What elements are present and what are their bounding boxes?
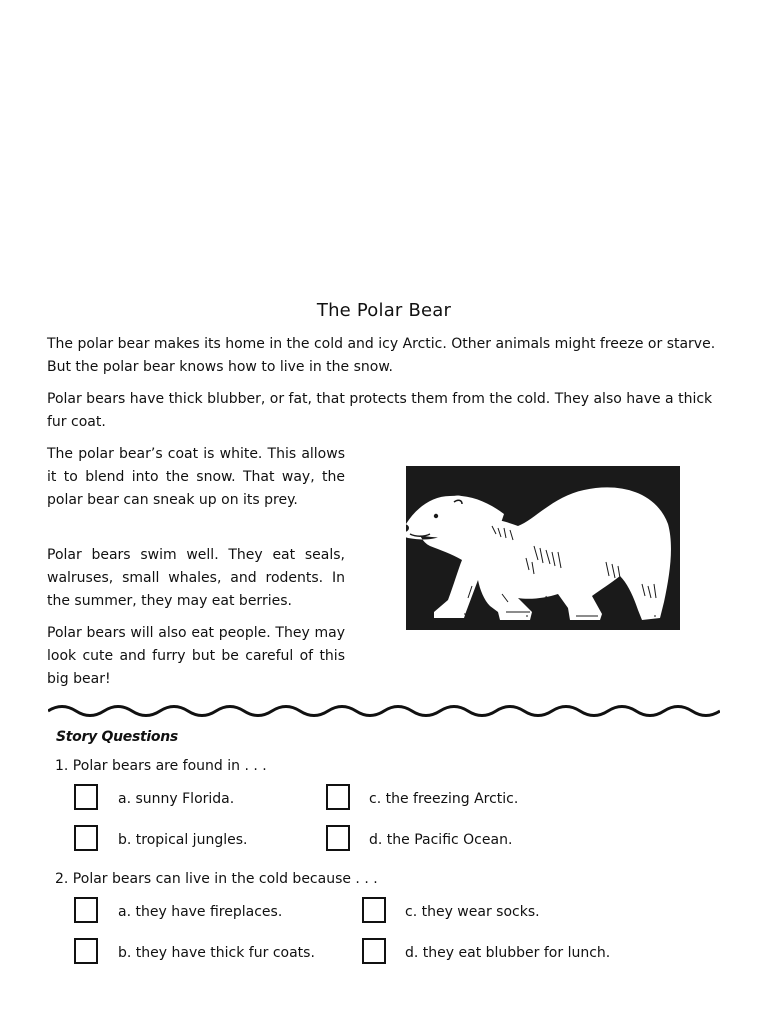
option-q1-c: c. the freezing Arctic. <box>369 791 519 807</box>
option-q2-a: a. they have fireplaces. <box>118 904 283 920</box>
option-q1-d: d. the Pacific Ocean. <box>369 832 513 848</box>
option-q1-a: a. sunny Florida. <box>118 791 235 807</box>
option-q1-b: b. tropical jungles. <box>118 832 248 848</box>
paragraph-4: Polar bears swim well. They eat seals, walruses, small whales, and rodents. In the summer, they may eat berries. <box>47 547 345 609</box>
option-q2-d: d. they eat blubber for lunch. <box>405 945 611 961</box>
checkbox-q1-a[interactable] <box>74 784 98 810</box>
paragraph-2: Polar bears have thick blubber, or fat, that protects them from the cold. They also have a thick fur coat. <box>47 391 713 430</box>
paragraph-1: The polar bear makes its home in the cold and icy Arctic. Other animals might freeze or starve. But the polar bear knows how to live in the snow. <box>47 336 716 375</box>
checkbox-q2-b[interactable] <box>74 938 98 964</box>
paragraph-5: Polar bears will also eat people. They may look cute and furry but be careful of this big bear! <box>47 625 345 687</box>
wavy-divider <box>48 702 720 720</box>
checkbox-q2-d[interactable] <box>362 938 386 964</box>
paragraph-3: The polar bear’s coat is white. This allows it to blend into the snow. That way, the polar bear can sneak up on its prey. <box>47 446 345 508</box>
option-q2-c: c. they wear socks. <box>405 904 540 920</box>
story-questions-heading: Story Questions <box>56 729 178 745</box>
question-2: 2. Polar bears can live in the cold because . . . <box>55 871 378 887</box>
polar-bear-illustration <box>406 466 680 630</box>
checkbox-q1-d[interactable] <box>326 825 350 851</box>
checkbox-q2-a[interactable] <box>74 897 98 923</box>
checkbox-q2-c[interactable] <box>362 897 386 923</box>
option-q2-b: b. they have thick fur coats. <box>118 945 315 961</box>
checkbox-q1-b[interactable] <box>74 825 98 851</box>
page-title: The Polar Bear <box>316 300 452 321</box>
checkbox-q1-c[interactable] <box>326 784 350 810</box>
question-1: 1. Polar bears are found in . . . <box>55 758 267 774</box>
